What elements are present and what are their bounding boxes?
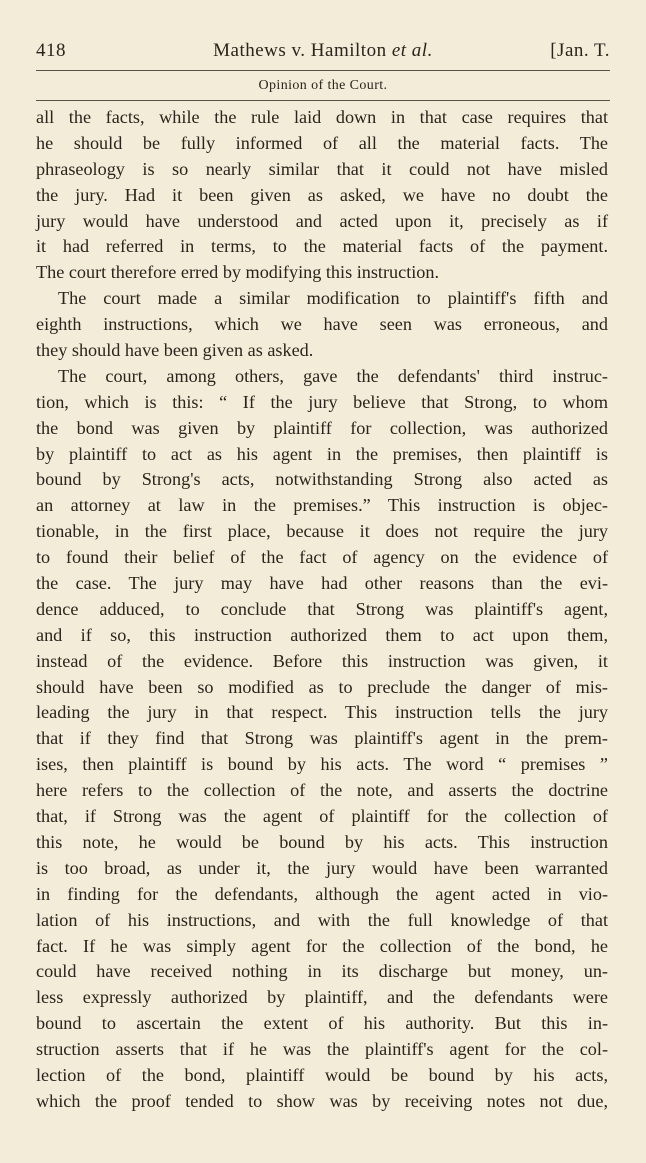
- section-subheader: Opinion of the Court.: [258, 78, 388, 93]
- text-line: bound to ascertain the extent of his authority. But this in-: [36, 1013, 608, 1034]
- text-line: eighth instructions, which we have seen was erroneous, and: [36, 314, 608, 335]
- text-line: The court therefore erred by modifying this instruction.: [36, 262, 440, 283]
- header-rule: [36, 70, 610, 71]
- text-line: it had referred in terms, to the material facts of the payment.: [36, 236, 608, 257]
- text-line: which the proof tended to show was by receiving notes not due,: [36, 1090, 608, 1111]
- text-line: the case. The jury may have had other reasons than the evi-: [36, 573, 608, 594]
- subheader-rule: [36, 100, 610, 101]
- text-line: could have received nothing in its discharge but money, un-: [36, 961, 608, 982]
- text-line: that, if Strong was the agent of plaintiff for the collection of: [36, 806, 608, 827]
- text-line: The court made a similar modification to plaintiff's fifth and: [58, 288, 608, 309]
- text-line: dence adduced, to conclude that Strong was plaintiff's agent,: [36, 598, 608, 619]
- text-line: jury would have understood and acted upon it, precisely as if: [36, 210, 608, 231]
- text-line: struction asserts that if he was the plaintiff's agent for the col-: [36, 1039, 608, 1060]
- text-line: the jury. Had it been given as asked, we have no doubt the: [36, 184, 608, 205]
- text-line: they should have been given as asked.: [36, 340, 314, 361]
- text-line: by plaintiff to act as his agent in the premises, then plaintiff is: [36, 443, 608, 464]
- running-head: [36, 40, 610, 66]
- text-line: all the facts, while the rule laid down in that case requires that: [36, 107, 608, 127]
- page-number: 418: [36, 40, 66, 61]
- text-line: The court, among others, gave the defendants' third instruc-: [58, 365, 608, 386]
- text-line: is too broad, as under it, the jury would have been warranted: [36, 857, 608, 878]
- case-title: [36, 40, 610, 62]
- case-title-etal: et al.: [391, 40, 433, 61]
- term-label: [Jan. T.: [550, 40, 610, 61]
- text-line: the bond was given by plaintiff for collection, was authorized: [36, 417, 608, 438]
- text-line: lation of his instructions, and with the full knowledge of that: [36, 909, 608, 930]
- text-line: phraseology is so nearly similar that it could not have misled: [36, 158, 608, 179]
- text-line: he should be fully informed of all the material facts. The: [36, 132, 608, 153]
- text-line: less expressly authorized by plaintiff, and the defendants were: [36, 987, 608, 1008]
- text-line: in finding for the defendants, although the agent acted in vio-: [36, 883, 608, 904]
- text-line: tion, which is this: “ If the jury believe that Strong, to whom: [36, 391, 608, 412]
- case-title-main: Mathews v. Hamilton: [213, 40, 387, 61]
- text-line: fact. If he was simply agent for the collection of the bond, he: [36, 935, 608, 956]
- opinion-text: [36, 105, 608, 1115]
- text-line: here refers to the collection of the note, and asserts the doctrine: [36, 780, 608, 801]
- text-line: that if they find that Strong was plaintiff's agent in the prem-: [36, 728, 608, 749]
- text-line: to found their belief of the fact of agency on the evidence of: [36, 547, 608, 568]
- text-line: this note, he would be bound by his acts. This instruction: [36, 831, 608, 852]
- text-line: instead of the evidence. Before this instruction was given, it: [36, 650, 608, 671]
- text-line: leading the jury in that respect. This instruction tells the jury: [36, 702, 608, 723]
- text-line: should have been so modified as to preclude the danger of mis-: [36, 676, 608, 697]
- text-line: an attorney at law in the premises.” This instruction is objec-: [36, 495, 608, 516]
- text-line: and if so, this instruction authorized them to act upon them,: [36, 624, 608, 645]
- text-line: tionable, in the first place, because it does not require the jury: [36, 521, 608, 542]
- text-line: ises, then plaintiff is bound by his acts. The word “ premises ”: [36, 754, 608, 775]
- text-line: bound by Strong's acts, notwithstanding Strong also acted as: [36, 469, 608, 490]
- text-line: lection of the bond, plaintiff would be bound by his acts,: [36, 1064, 608, 1085]
